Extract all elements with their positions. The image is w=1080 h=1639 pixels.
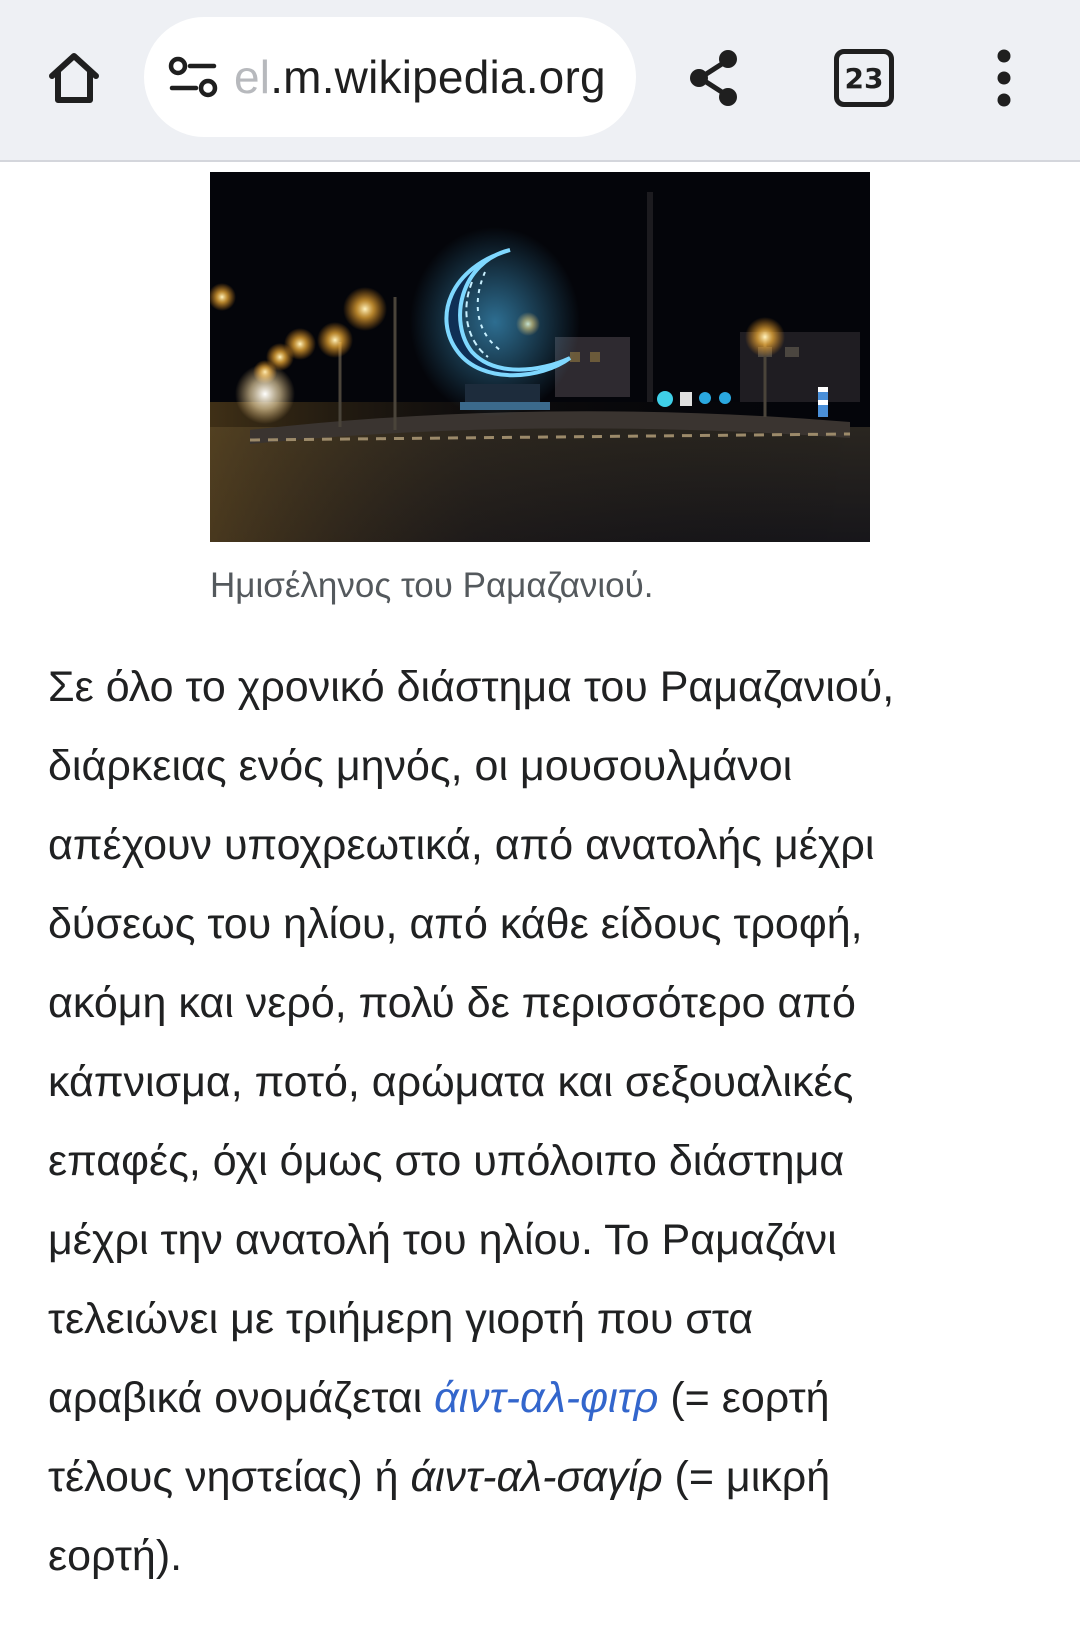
paragraph-line [48,1438,1058,1517]
browser-toolbar [0,0,1080,162]
more-vert-icon [992,46,1016,110]
tab-switcher-button[interactable] [822,36,906,120]
line-text: (= μικρή [662,1453,831,1501]
line-text: (= εορτή [658,1374,830,1422]
url-faded-prefix: el [234,51,271,103]
line-text: τέλους νηστείας) ή [48,1453,411,1501]
article-paragraph [48,648,1058,1596]
eid-al-fitr-link[interactable]: άιντ-αλ-φιτρ [434,1374,659,1422]
paragraph-line: δύσεως του ηλίου, από κάθε είδους τροφή, [48,900,863,948]
tab-count: 23 [844,61,884,95]
more-menu-button[interactable] [968,36,1040,120]
site-info-icon[interactable] [166,50,220,104]
line-text: αραβικά ονομάζεται [48,1374,435,1422]
paragraph-line [48,1359,1058,1438]
eid-al-saghir-term: άιντ-αλ-σαγίρ [410,1453,663,1501]
share-icon [682,46,746,110]
crescent-photo [210,172,870,542]
paragraph-line: ακόμη και νερό, πολύ δε περισσότερο από [48,979,856,1027]
paragraph-line: απέχουν υποχρεωτικά, από ανατολής μέχρι [48,821,875,869]
paragraph-line: επαφές, όχι όμως στο υπόλοιπο διάστημα [48,1137,845,1185]
home-icon [44,48,104,108]
share-button[interactable] [672,36,756,120]
paragraph-line: τελειώνει με τριήμερη γιορτή που στα [48,1295,754,1343]
home-button[interactable] [32,36,116,120]
tab-switcher-icon [834,49,894,107]
url-host: .m.wikipedia.org [270,51,606,103]
paragraph-line: εορτή). [48,1532,183,1580]
address-bar[interactable] [144,17,636,137]
paragraph-line: μέχρι την ανατολή του ηλίου. Το Ραμαζάνι [48,1216,837,1264]
article-image[interactable] [210,172,870,542]
image-caption: Ημισέληνος του Ραμαζανιού. [210,566,654,605]
paragraph-line: κάπνισμα, ποτό, αρώματα και σεξουαλικές [48,1058,854,1106]
paragraph-line: διάρκειας ενός μηνός, οι μουσουλμάνοι [48,742,793,790]
url-text[interactable] [234,17,634,137]
paragraph-line: Σε όλο το χρονικό διάστημα του Ραμαζανιού, [48,663,895,711]
